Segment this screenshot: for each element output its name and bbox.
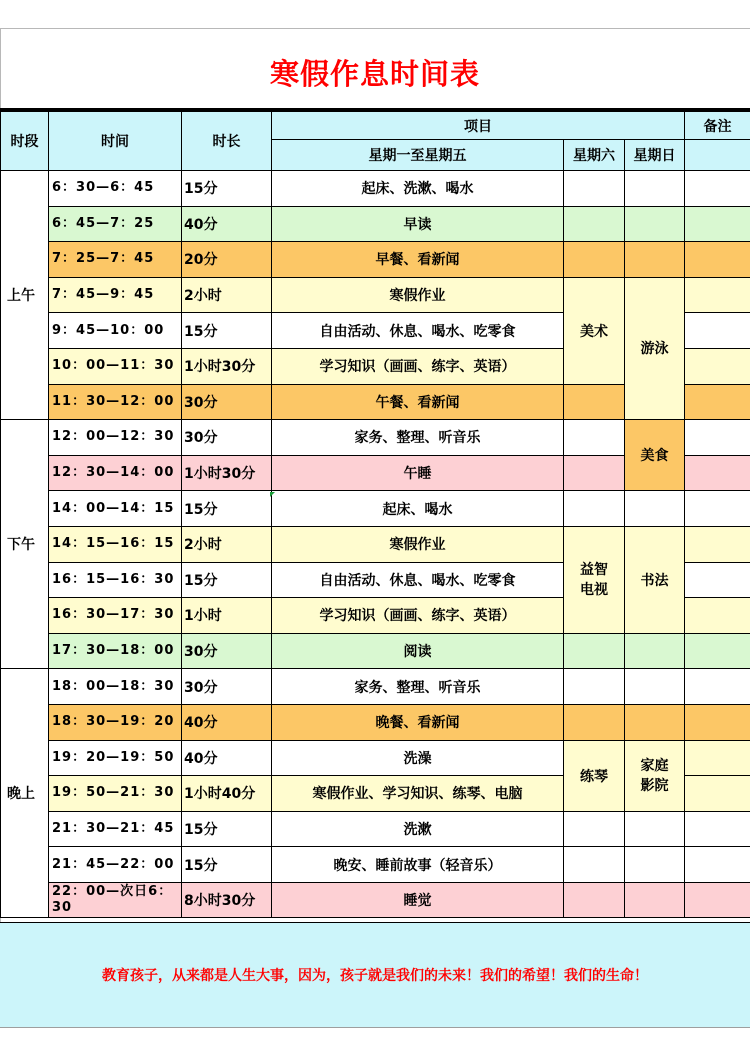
item-cell: 午睡 [272,455,564,491]
period-afternoon: 下午 [1,420,49,669]
table-row [1,740,750,776]
table-row [1,847,750,883]
time-cell: 19：50—21：30 [49,776,182,812]
sat-cell [564,669,625,705]
item-cell: 早餐、看新闻 [272,242,564,278]
item-cell: 晚安、睡前故事（轻音乐） [272,847,564,883]
time-cell: 19：20—19：50 [49,740,182,776]
note-cell [685,455,750,491]
item-cell: 起床、喝水 [272,491,564,527]
duration-cell: 40分 [182,704,272,740]
header-sunday: 星期日 [625,140,685,171]
table-row [1,633,750,669]
item-cell: 学习知识（画画、练字、英语） [272,598,564,634]
header-saturday: 星期六 [564,140,625,171]
note-cell [685,242,750,278]
note-cell [685,348,750,384]
sun-cell [625,491,685,527]
sun-cell [625,633,685,669]
item-cell: 早读 [272,206,564,242]
sun-cell [625,704,685,740]
cell-comment-marker [270,492,275,497]
duration-cell: 30分 [182,420,272,456]
sat-cell [564,704,625,740]
duration-cell: 20分 [182,242,272,278]
sun-food-cell: 美食 [625,420,685,491]
sat-cell [564,420,625,456]
sat-cell [564,882,625,918]
sat-cell [564,206,625,242]
sat-cell [564,384,625,420]
page-title: 寒假作息时间表 [269,57,480,91]
time-cell: 9：45—10：00 [49,313,182,349]
time-cell: 12：30—14：00 [49,455,182,491]
item-cell: 阅读 [272,633,564,669]
duration-cell: 2小时 [182,526,272,562]
duration-cell: 40分 [182,740,272,776]
duration-cell: 15分 [182,171,272,207]
header-period: 时段 [1,112,49,171]
time-cell: 21：30—21：45 [49,811,182,847]
time-cell: 6：30—6：45 [49,171,182,207]
sun-swim-cell: 游泳 [625,277,685,419]
header-weekday: 星期一至星期五 [272,140,564,171]
note-cell [685,811,750,847]
sun-cinema-cell: 家庭影院 [625,740,685,811]
note-cell [685,420,750,456]
duration-cell: 15分 [182,811,272,847]
item-cell: 起床、洗漱、喝水 [272,171,564,207]
time-cell: 7：45—9：45 [49,277,182,313]
item-cell: 寒假作业 [272,526,564,562]
sat-piano-cell: 练琴 [564,740,625,811]
sun-cell [625,882,685,918]
item-cell: 晚餐、看新闻 [272,704,564,740]
header-duration: 时长 [182,112,272,171]
sat-cell [564,491,625,527]
sun-cell [625,811,685,847]
note-cell [685,882,750,918]
duration-cell: 15分 [182,562,272,598]
table-row [1,171,750,207]
item-cell: 学习知识（画画、练字、英语） [272,348,564,384]
note-cell [685,277,750,313]
item-cell: 洗漱 [272,811,564,847]
duration-cell: 15分 [182,847,272,883]
note-cell [685,669,750,705]
duration-cell: 40分 [182,206,272,242]
item-cell: 洗澡 [272,740,564,776]
time-cell: 14：15—16：15 [49,526,182,562]
time-cell: 18：00—18：30 [49,669,182,705]
note-cell [685,740,750,776]
table-row [1,206,750,242]
header-note: 备注 [685,112,750,140]
time-cell: 22：00—次日6：30 [49,882,182,918]
period-evening: 晚上 [1,669,49,918]
duration-cell: 15分 [182,313,272,349]
time-cell: 14：00—14：15 [49,491,182,527]
sun-calligraphy-cell: 书法 [625,526,685,633]
item-cell: 家务、整理、听音乐 [272,420,564,456]
sat-cell [564,847,625,883]
footer-text: 教育孩子，从来都是人生大事，因为，孩子就是我们的未来！我们的希望！我们的生命！ [102,968,648,984]
sun-cell [625,847,685,883]
note-cell [685,598,750,634]
item-cell: 家务、整理、听音乐 [272,669,564,705]
note-cell [685,313,750,349]
time-cell: 6：45—7：25 [49,206,182,242]
footer-banner [0,922,750,1028]
item-cell: 睡觉 [272,882,564,918]
header-note-blank [685,140,750,171]
note-cell [685,384,750,420]
duration-cell: 1小时40分 [182,776,272,812]
note-cell [685,847,750,883]
duration-cell: 2小时 [182,277,272,313]
sat-cell [564,242,625,278]
duration-cell: 15分 [182,491,272,527]
note-cell [685,491,750,527]
table-row [1,242,750,278]
note-cell [685,206,750,242]
item-cell: 寒假作业 [272,277,564,313]
time-cell: 11：30—12：00 [49,384,182,420]
header-time: 时间 [49,112,182,171]
item-cell: 寒假作业、学习知识、练琴、电脑 [272,776,564,812]
table-row [1,811,750,847]
time-cell: 21：45—22：00 [49,847,182,883]
period-morning: 上午 [1,171,49,420]
note-cell [685,526,750,562]
time-cell: 7：25—7：45 [49,242,182,278]
table-row [1,420,750,456]
page-top-border [0,28,750,29]
table-row [1,704,750,740]
schedule-table [0,111,750,918]
table-row [1,669,750,705]
duration-cell: 30分 [182,384,272,420]
duration-cell: 1小时30分 [182,348,272,384]
time-cell: 16：30—17：30 [49,598,182,634]
sun-cell [625,669,685,705]
time-cell: 16：15—16：30 [49,562,182,598]
header-project: 项目 [272,112,685,140]
sat-cell [564,171,625,207]
table-row [1,491,750,527]
table-row [1,277,750,313]
note-cell [685,171,750,207]
duration-cell: 30分 [182,633,272,669]
note-cell [685,633,750,669]
time-cell: 10：00—11：30 [49,348,182,384]
item-cell: 自由活动、休息、喝水、吃零食 [272,562,564,598]
sat-art-cell: 美术 [564,277,625,384]
duration-cell: 1小时30分 [182,455,272,491]
sun-cell [625,206,685,242]
time-cell: 12：00—12：30 [49,420,182,456]
sat-cell [564,633,625,669]
note-cell [685,776,750,812]
duration-cell: 8小时30分 [182,882,272,918]
sun-cell [625,171,685,207]
sat-cell [564,811,625,847]
table-row [1,882,750,918]
sat-cell [564,455,625,491]
time-cell: 18：30—19：20 [49,704,182,740]
duration-cell: 30分 [182,669,272,705]
item-cell: 午餐、看新闻 [272,384,564,420]
sun-cell [625,242,685,278]
note-cell [685,562,750,598]
note-cell [685,704,750,740]
sat-tv-cell: 益智电视 [564,526,625,633]
time-cell: 17：30—18：00 [49,633,182,669]
duration-cell: 1小时 [182,598,272,634]
table-row [1,526,750,562]
item-cell: 自由活动、休息、喝水、吃零食 [272,313,564,349]
